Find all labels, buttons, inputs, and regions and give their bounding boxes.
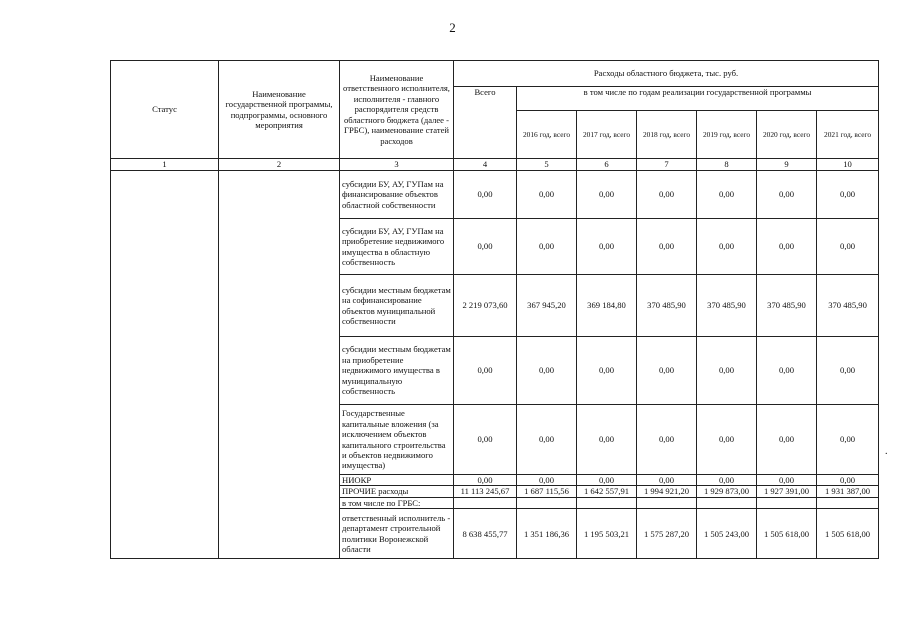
- year-value: 0,00: [757, 475, 817, 486]
- header-year-2021: 2021 год, всего: [817, 111, 879, 159]
- total-value: 0,00: [454, 405, 517, 475]
- table-row: [111, 171, 879, 219]
- year-value: 0,00: [577, 337, 637, 405]
- header-expenses: Расходы областного бюджета, тыс. руб.: [454, 61, 879, 87]
- year-value: 370 485,90: [757, 275, 817, 337]
- year-value: 367 945,20: [517, 275, 577, 337]
- year-value: 1 575 287,20: [637, 509, 697, 559]
- year-value: 1 351 186,36: [517, 509, 577, 559]
- total-value: 2 219 073,60: [454, 275, 517, 337]
- year-value: 0,00: [517, 475, 577, 486]
- year-value: 1 642 557,91: [577, 486, 637, 497]
- year-value: [577, 497, 637, 508]
- year-value: 370 485,90: [637, 275, 697, 337]
- year-value: 0,00: [757, 337, 817, 405]
- year-value: 369 184,80: [577, 275, 637, 337]
- year-value: 0,00: [517, 219, 577, 275]
- expense-item-label: ответственный исполнитель - департамент строительной политики Воронежской области: [340, 509, 454, 559]
- expense-item-label: НИОКР: [340, 475, 454, 486]
- year-value: 0,00: [697, 171, 757, 219]
- year-value: 0,00: [817, 475, 879, 486]
- header-year-2019: 2019 год, всего: [697, 111, 757, 159]
- year-value: [697, 497, 757, 508]
- header-total: Всего: [454, 87, 517, 159]
- year-value: 0,00: [577, 405, 637, 475]
- year-value: 0,00: [697, 219, 757, 275]
- year-value: 0,00: [637, 405, 697, 475]
- year-value: 0,00: [577, 219, 637, 275]
- year-value: 0,00: [817, 337, 879, 405]
- expense-item-label: субсидии БУ, АУ, ГУПам на финансирование объектов областной собственности: [340, 171, 454, 219]
- year-value: 1 931 387,00: [817, 486, 879, 497]
- total-value: 8 638 455,77: [454, 509, 517, 559]
- year-value: 0,00: [817, 219, 879, 275]
- expense-item-label: субсидии местным бюджетам на софинансирование объектов муниципальной собственности: [340, 275, 454, 337]
- expense-item-label: Государственные капитальные вложения (за исключением объектов капитального строительства и объектов недвижимого имущества): [340, 405, 454, 475]
- year-value: 1 994 921,20: [637, 486, 697, 497]
- year-value: 1 505 243,00: [697, 509, 757, 559]
- year-value: 1 505 618,00: [757, 509, 817, 559]
- page-number: 2: [449, 20, 456, 35]
- expense-item-label: ПРОЧИЕ расходы: [340, 486, 454, 497]
- header-by-years: в том числе по годам реализации государственной программы: [517, 87, 879, 111]
- year-value: 0,00: [817, 405, 879, 475]
- header-year-2018: 2018 год, всего: [637, 111, 697, 159]
- year-value: [817, 497, 879, 508]
- year-value: 0,00: [637, 337, 697, 405]
- year-value: [757, 497, 817, 508]
- year-value: [637, 497, 697, 508]
- year-value: [517, 497, 577, 508]
- year-value: 0,00: [517, 337, 577, 405]
- year-value: 0,00: [757, 219, 817, 275]
- total-value: 0,00: [454, 475, 517, 486]
- year-value: 1 687 115,56: [517, 486, 577, 497]
- total-value: 0,00: [454, 219, 517, 275]
- column-number: 3: [340, 159, 454, 171]
- column-number-row: [111, 159, 879, 171]
- column-number: 5: [517, 159, 577, 171]
- expense-item-label: субсидии местным бюджетам на приобретение недвижимого имущества в муниципальную собственность: [340, 337, 454, 405]
- header-program: Наименование государственной программы, подпрограммы, основного мероприятия: [219, 61, 340, 159]
- year-value: 0,00: [817, 171, 879, 219]
- column-number: 8: [697, 159, 757, 171]
- year-value: 1 929 873,00: [697, 486, 757, 497]
- column-number: 4: [454, 159, 517, 171]
- year-value: 370 485,90: [817, 275, 879, 337]
- year-value: 0,00: [517, 405, 577, 475]
- year-value: 0,00: [697, 475, 757, 486]
- program-cell: [219, 171, 340, 559]
- year-value: 0,00: [637, 219, 697, 275]
- year-value: 1 505 618,00: [817, 509, 879, 559]
- status-cell: [111, 171, 219, 559]
- budget-table: [110, 60, 879, 559]
- column-number: 9: [757, 159, 817, 171]
- year-value: 0,00: [637, 475, 697, 486]
- year-value: 0,00: [517, 171, 577, 219]
- total-value: 0,00: [454, 337, 517, 405]
- header-executor: Наименование ответственного исполнителя, исполнителя - главного распорядителя средств областного бюджета (далее - ГРБС), наименование статей расходов: [340, 61, 454, 159]
- year-value: 0,00: [757, 171, 817, 219]
- stray-mark: .: [885, 446, 888, 457]
- total-value: [454, 497, 517, 508]
- expense-item-label: субсидии БУ, АУ, ГУПам на приобретение недвижимого имущества в областную собственность: [340, 219, 454, 275]
- year-value: 1 195 503,21: [577, 509, 637, 559]
- year-value: 1 927 391,00: [757, 486, 817, 497]
- year-value: 0,00: [637, 171, 697, 219]
- expense-item-label: в том числе по ГРБС:: [340, 497, 454, 508]
- year-value: 0,00: [697, 405, 757, 475]
- year-value: 0,00: [577, 171, 637, 219]
- header-year-2020: 2020 год, всего: [757, 111, 817, 159]
- column-number: 10: [817, 159, 879, 171]
- header-status: Статус: [111, 61, 219, 159]
- column-number: 2: [219, 159, 340, 171]
- total-value: 0,00: [454, 171, 517, 219]
- header-year-2017: 2017 год, всего: [577, 111, 637, 159]
- year-value: 0,00: [577, 475, 637, 486]
- year-value: 0,00: [757, 405, 817, 475]
- total-value: 11 113 245,67: [454, 486, 517, 497]
- column-number: 6: [577, 159, 637, 171]
- year-value: 0,00: [697, 337, 757, 405]
- column-number: 1: [111, 159, 219, 171]
- year-value: 370 485,90: [697, 275, 757, 337]
- header-year-2016: 2016 год, всего: [517, 111, 577, 159]
- column-number: 7: [637, 159, 697, 171]
